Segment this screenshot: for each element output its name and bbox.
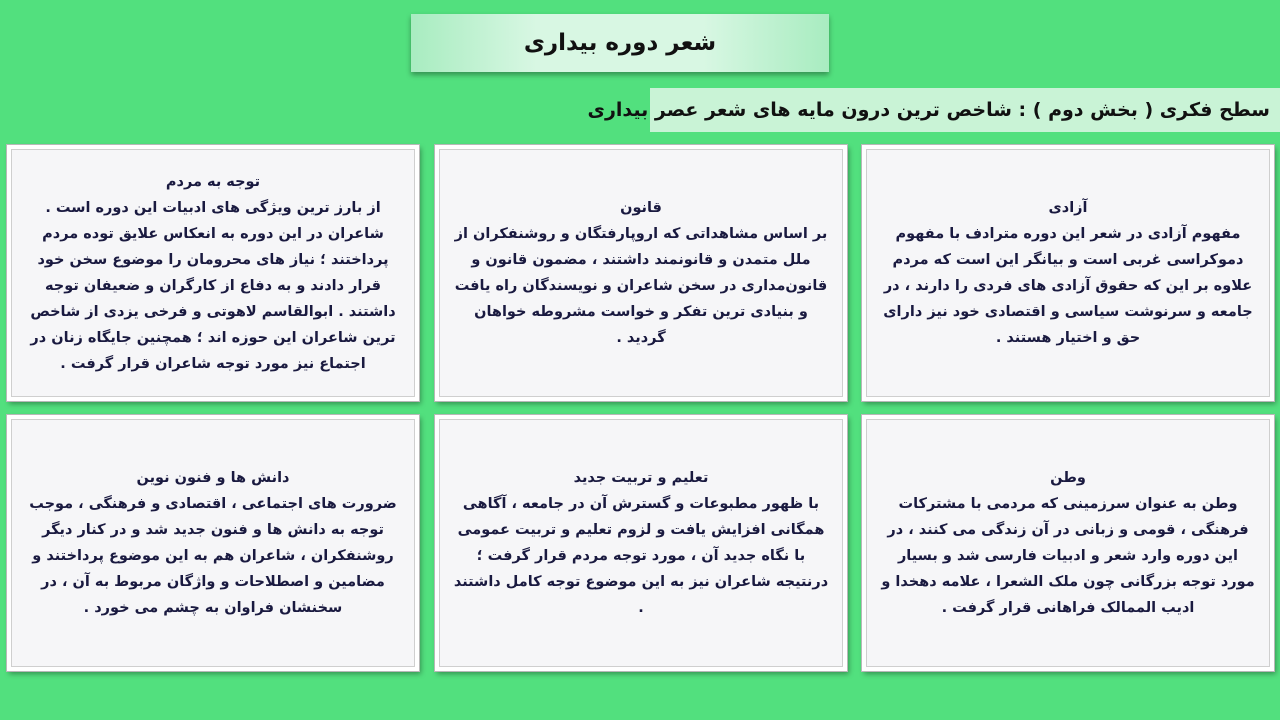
card-title: آزادی	[1048, 200, 1088, 216]
card-homeland	[862, 415, 1274, 671]
card-title: توجه به مردم	[165, 174, 261, 190]
slide-subtitle-box	[587, 88, 1280, 132]
card-body: از بارز ترین ویژگی های ادبیات این دوره است . شاعران در این دوره به انعکاس علایق توده مردم پرداختند ؛ نیاز های محرومان را موضوع سخن خود قرار دادند و به دفاع از کارگران و ضعیفان توجه داشتند . ابوالقاسم لاهوتی و فرخی یزدی از شاخص ترین شاعران این حوزه اند ؛ همچنین جایگاه زنان در اجتماع نیز مورد توجه شاعران قرار گرفت .	[30, 200, 396, 372]
card-title: دانش ها و فنون نوین	[136, 470, 290, 486]
card-title: قانون	[620, 200, 662, 216]
card-body: ضرورت های اجتماعی ، اقتصادی و فرهنگی ، موجب توجه به دانش ها و فنون جدید شد و در کنار دیگر روشنفکران ، شاعران هم به این موضوع پرداختند و مضامین و اصطلاحات و واژگان مربوط به آن ، در سخنشان فراوان به چشم می خورد .	[29, 496, 397, 616]
card-body: مفهوم آزادی در شعر این دوره مترادف با مفهوم دموکراسی غربی است و بیانگر این است که مردم علاوه بر این که حقوق آزادی های فردی را دارند ، در جامعه و سرنوشت سیاسی و اقتصادی خود نیز دارای حق و اختیار هستند .	[883, 226, 1253, 346]
card-title: تعلیم و تربیت جدید	[573, 470, 709, 486]
card-body: بر اساس مشاهداتی که اروپارفتگان و روشنفکران از ملل متمدن و قانونمند داشتند ، مضمون قانون و قانون‌مداری در سخن شاعران و نویسندگان راه یافت و بنیادی ترین تفکر و خواست مشروطه خواهان گردید .	[454, 226, 828, 346]
slide-subtitle: سطح فکری ( بخش دوم ) : شاخص ترین درون مایه های شعر عصر بیداری	[587, 99, 1270, 121]
card-body: با ظهور مطبوعات و گسترش آن در جامعه ، آگاهی همگانی افزایش یافت و لزوم تعلیم و تربیت عمومی با نگاه جدید آن ، مورد توجه مردم قرار گرفت ؛ درنتیجه شاعران نیز به این موضوع توجه کامل داشتند .	[453, 496, 829, 616]
card-education	[435, 415, 847, 671]
card-law	[435, 145, 847, 401]
card-body: وطن به عنوان سرزمینی که مردمی با مشترکات فرهنگی ، قومی و زبانی در آن زندگی می کنند ، در این دوره وارد شعر و ادبیات فارسی شد و بسیار مورد توجه بزرگانی چون ملک الشعرا ، علامه دهخدا و ادیب الممالک فراهانی قرار گرفت .	[881, 496, 1255, 616]
slide-title: شعر دوره بیداری	[523, 30, 717, 56]
card-people	[7, 145, 419, 401]
card-freedom	[862, 145, 1274, 401]
card-science	[7, 415, 419, 671]
card-title: وطن	[1050, 470, 1086, 486]
slide-title-box	[411, 14, 829, 72]
